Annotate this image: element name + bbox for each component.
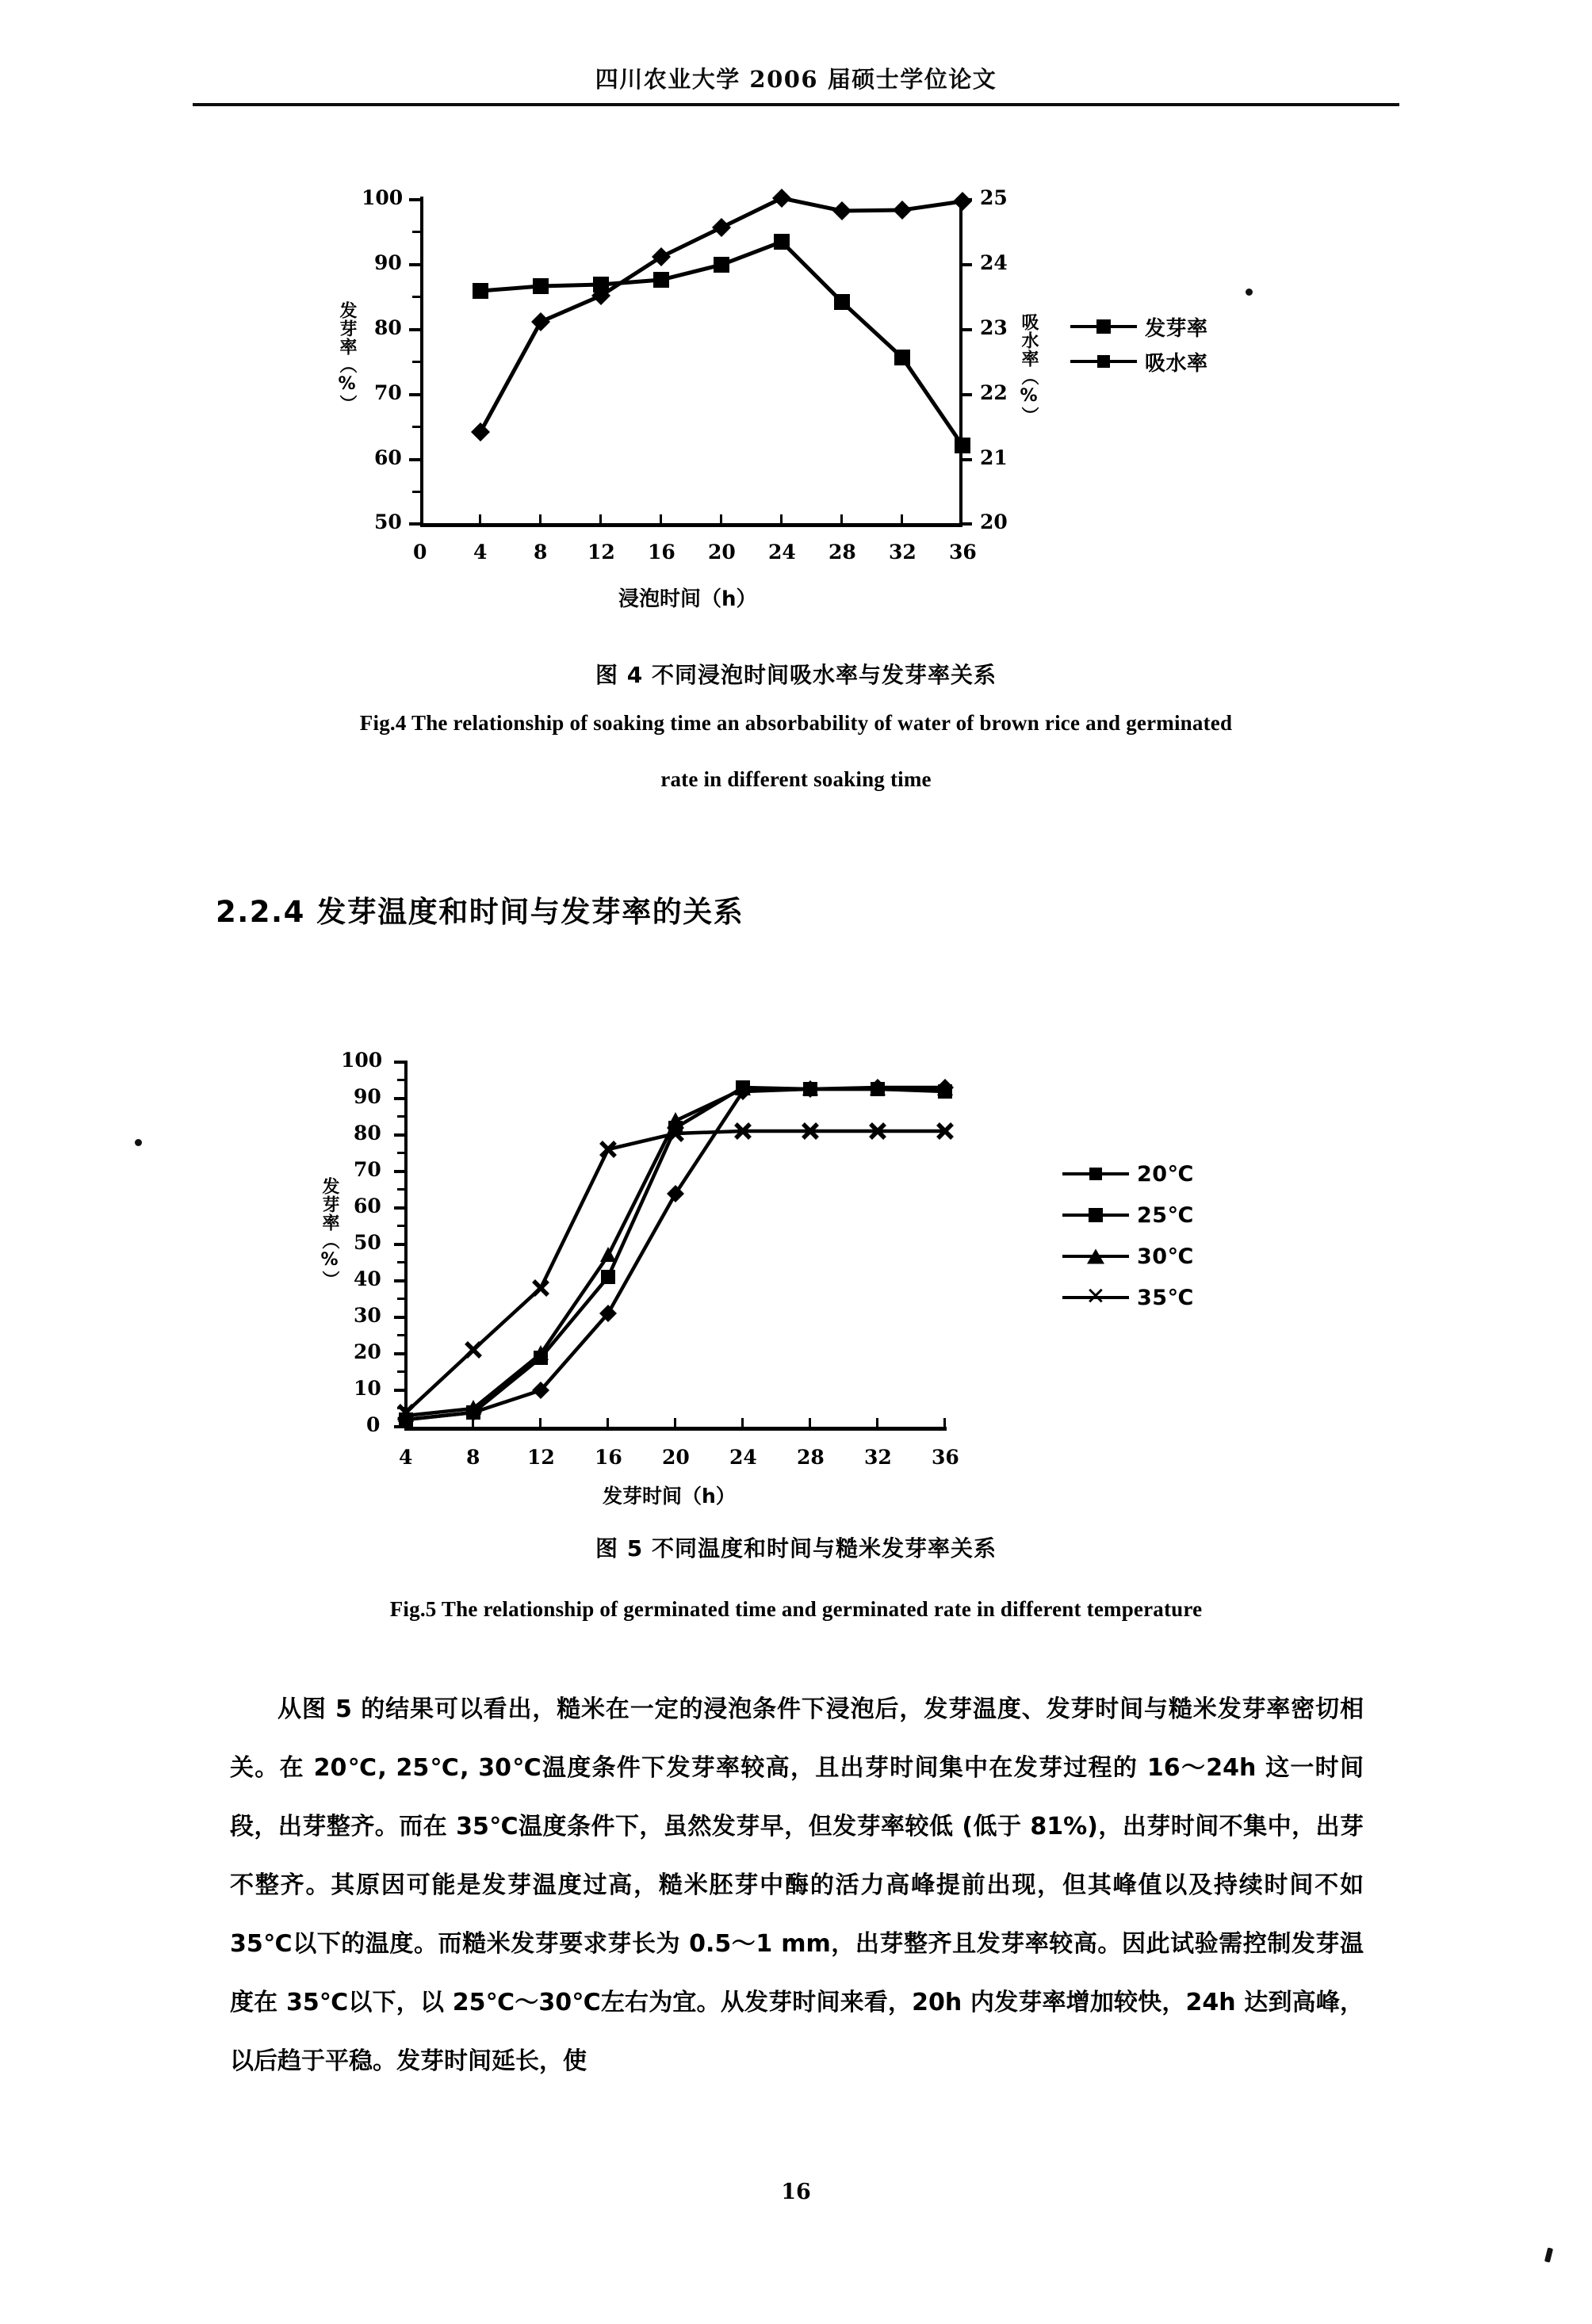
fig5-xlabel-36: 36 <box>932 1446 959 1469</box>
fig4-ylabel-60: 60 <box>374 446 402 469</box>
fig5-ylabel-40: 40 <box>354 1267 381 1290</box>
diamond-marker-icon <box>1070 350 1137 373</box>
fig5-legend-label-35c: 35℃ <box>1137 1285 1194 1310</box>
fig5-legend-label-25c: 25℃ <box>1137 1202 1194 1228</box>
page-number: 16 <box>781 2180 811 2204</box>
fig5-legend-item-30c <box>1062 1236 1194 1277</box>
fig5-ylabel-80: 80 <box>354 1122 381 1145</box>
fig5-ylabel-100: 100 <box>341 1049 383 1072</box>
fig5-xlabel-8: 8 <box>466 1446 480 1469</box>
diamond-marker-icon <box>1062 1162 1129 1186</box>
fig4-ylabel-80: 80 <box>374 316 402 339</box>
fig5-legend-label-20c: 20℃ <box>1137 1161 1194 1187</box>
figure-5 <box>0 1030 1592 1688</box>
fig4-legend-item-absorption <box>1070 344 1208 379</box>
square-marker-icon <box>1062 1203 1129 1227</box>
fig4-series-absorption-markers <box>471 189 972 441</box>
body-text-block <box>230 1680 1364 2091</box>
fig5-series-35c-markers <box>399 1124 952 1420</box>
chart-fig5 <box>317 1030 1308 1522</box>
fig5-series-25c-line <box>406 1087 945 1420</box>
fig4-y2label-22: 22 <box>980 381 1008 404</box>
fig4-y-axis-title: 发芽率（%） <box>337 301 357 413</box>
fig5-ylabel-50: 50 <box>354 1231 381 1254</box>
fig5-ylabel-30: 30 <box>354 1304 381 1327</box>
fig5-ylabel-60: 60 <box>354 1194 381 1217</box>
fig4-ylabel-50: 50 <box>374 510 402 533</box>
fig4-series-layer <box>333 182 1269 602</box>
page-header <box>0 62 1592 94</box>
fig5-xlabel-16: 16 <box>595 1446 622 1469</box>
fig4-caption-cn: 图 4 不同浸泡时间吸水率与发芽率关系 <box>595 662 997 688</box>
fig5-legend-item-20c <box>1062 1153 1194 1194</box>
fig4-xlabel-12: 12 <box>587 541 615 564</box>
fig4-xlabel-16: 16 <box>648 541 675 564</box>
scan-speck <box>1544 2247 1553 2262</box>
fig4-legend-item-germination <box>1070 309 1208 344</box>
fig5-ylabel-90: 90 <box>354 1085 381 1108</box>
fig5-xlabel-4: 4 <box>399 1446 413 1469</box>
fig4-y2label-20: 20 <box>980 510 1008 533</box>
fig4-ylabel-70: 70 <box>374 381 402 404</box>
body-paragraph: 从图 5 的结果可以看出，糙米在一定的浸泡条件下浸泡后，发芽温度、发芽时间与糙米发芽率密切相关。在 20℃, 25℃, 30℃温度条件下发芽率较高，且出芽时间集中在发芽过程的 16～24h 这一时间段，出芽整齐。而在 35℃温度条件下，虽然发芽早，但发芽率较低 (低于 81%)，出芽时间不集中，出芽不整齐。其原因可能是发芽温度过高，糙米胚芽中酶的活力高峰提前出现，但其峰值以及持续时间不如 35℃以下的温度。而糙米发芽要求芽长为 0.5～1 mm，出芽整齐且发芽率较高。因此试验需控制发芽温度在 35℃以下，以 25℃～30℃左右为宜。从发芽时间来看，20h 内发芽率增加较快，24h 达到高峰，以后趋于平稳。发芽时间延长，使 <box>230 1695 1364 2075</box>
fig4-y2-axis-title: 吸水率（%） <box>1019 313 1039 425</box>
fig4-xlabel-36: 36 <box>949 541 977 564</box>
fig5-ylabel-70: 70 <box>354 1158 381 1181</box>
fig4-y2label-21: 21 <box>980 446 1008 469</box>
fig4-series-germination-markers <box>473 234 970 453</box>
fig5-x-axis-title: 发芽时间（h） <box>603 1485 736 1508</box>
fig5-legend <box>1062 1153 1194 1318</box>
header-title: 四川农业大学 2006 届硕士学位论文 <box>595 66 997 93</box>
fig5-xlabel-20: 20 <box>662 1446 690 1469</box>
chart-fig4 <box>333 182 1269 611</box>
cross-marker-icon: ✕ <box>1062 1286 1129 1309</box>
fig5-xlabel-12: 12 <box>527 1446 555 1469</box>
fig4-xlabel-28: 28 <box>829 541 856 564</box>
fig5-series-35c-line <box>406 1131 945 1412</box>
fig4-xlabel-0: 0 <box>413 541 427 564</box>
fig4-x-axis-title: 浸泡时间（h） <box>618 587 757 611</box>
fig5-ylabel-10: 10 <box>354 1377 381 1400</box>
fig5-caption-cn: 图 5 不同温度和时间与糙米发芽率关系 <box>595 1535 997 1561</box>
section-heading-224: 2.2.4 发芽温度和时间与发芽率的关系 <box>216 895 744 929</box>
fig5-caption-en: Fig.5 The relationship of germinated time and germinated rate in different temperature <box>389 1597 1203 1621</box>
fig5-xlabel-24: 24 <box>729 1446 757 1469</box>
scan-speck <box>1246 289 1253 296</box>
fig4-y2label-23: 23 <box>980 316 1008 339</box>
fig5-legend-item-25c <box>1062 1194 1194 1236</box>
fig5-series-30c-line <box>406 1089 945 1416</box>
fig4-ylabel-100: 100 <box>362 186 404 209</box>
fig4-y2label-24: 24 <box>980 251 1008 274</box>
fig5-ylabel-20: 20 <box>354 1340 381 1363</box>
fig4-caption-en-line1: Fig.4 The relationship of soaking time an absorbability of water of brown rice and germinated <box>359 711 1233 735</box>
figure-4 <box>0 182 1592 791</box>
fig5-legend-item-35c <box>1062 1277 1194 1318</box>
fig4-xlabel-24: 24 <box>768 541 796 564</box>
fig4-ylabel-90: 90 <box>374 251 402 274</box>
fig4-legend-label-absorption: 吸水率 <box>1145 351 1208 376</box>
fig4-y2label-25: 25 <box>980 186 1008 209</box>
fig4-caption-en-line2: rate in different soaking time <box>660 767 932 791</box>
fig4-xlabel-8: 8 <box>534 541 548 564</box>
fig5-legend-label-30c: 30℃ <box>1137 1244 1194 1269</box>
square-marker-icon <box>1070 315 1137 338</box>
fig4-xlabel-4: 4 <box>473 541 488 564</box>
fig4-xlabel-20: 20 <box>708 541 736 564</box>
fig5-series-20c-line <box>406 1087 945 1420</box>
fig4-xlabel-32: 32 <box>889 541 917 564</box>
triangle-marker-icon <box>1062 1244 1129 1268</box>
fig5-y-axis-title: 发芽率（%） <box>320 1177 339 1289</box>
fig5-xlabel-28: 28 <box>797 1446 825 1469</box>
fig4-legend <box>1070 309 1208 379</box>
fig4-legend-label-germination: 发芽率 <box>1145 316 1208 341</box>
fig5-ylabel-0: 0 <box>366 1413 381 1436</box>
header-rule <box>193 103 1399 106</box>
scan-speck <box>135 1139 142 1146</box>
fig5-xlabel-32: 32 <box>864 1446 892 1469</box>
